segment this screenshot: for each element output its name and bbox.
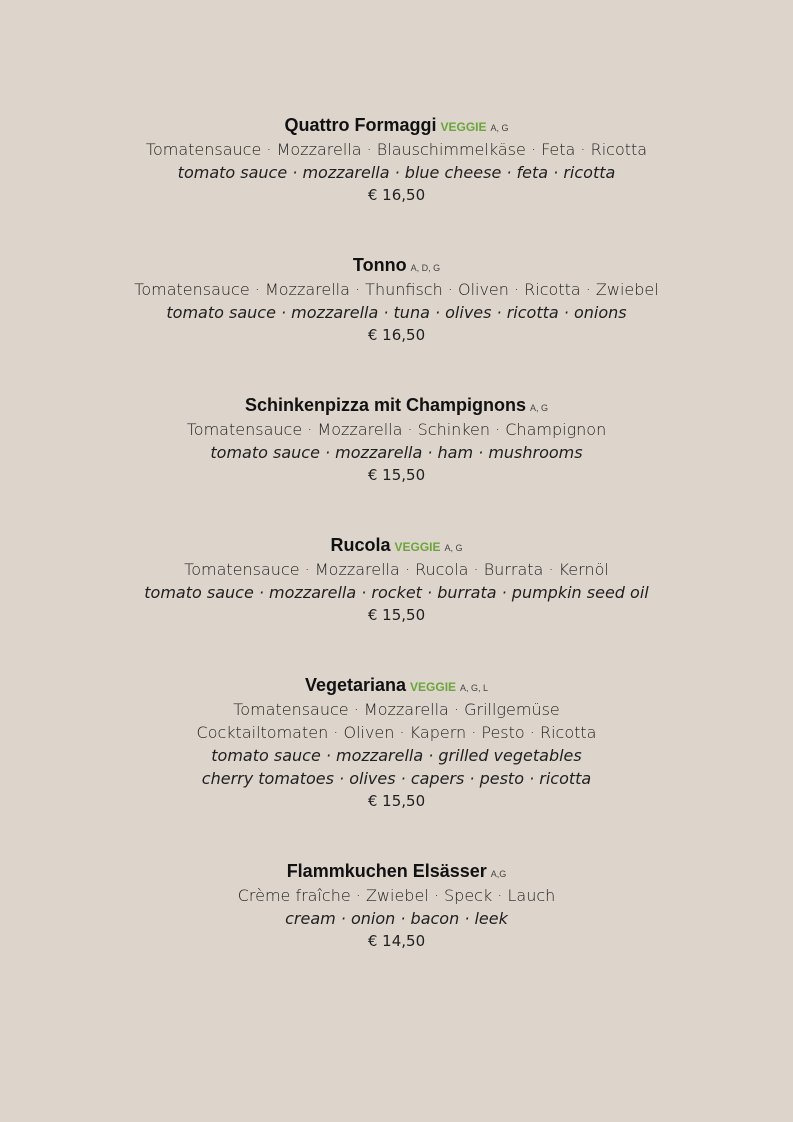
allergen-codes: A, G	[530, 403, 549, 413]
veggie-badge: VEGGIE	[410, 680, 457, 694]
ingredients-english: tomato sauce · mozzarella · grilled vegetables	[211, 746, 582, 765]
item-title-line	[0, 252, 793, 278]
menu-item-quattro-formaggi	[0, 112, 793, 207]
item-title: Quattro Formaggi	[284, 115, 437, 135]
menu-item-flammkuchen	[0, 858, 793, 953]
allergen-codes: A, G, L	[460, 683, 489, 693]
item-price: € 15,50	[367, 792, 426, 810]
item-price: € 15,50	[367, 466, 426, 484]
allergen-codes: A, G	[444, 543, 463, 553]
item-price: € 14,50	[367, 932, 426, 950]
ingredients-english: tomato sauce · mozzarella · rocket · burrata · pumpkin seed oil	[144, 583, 649, 602]
item-title: Schinkenpizza mit Champignons	[244, 395, 526, 415]
ingredients-english: cherry tomatoes · olives · capers · pesto · ricotta	[201, 769, 592, 788]
item-title-line	[0, 532, 793, 558]
veggie-badge: VEGGIE	[440, 120, 487, 134]
item-title-line	[0, 858, 793, 884]
ingredients-english: cream · onion · bacon · leek	[285, 909, 508, 928]
menu-item-schinkenpizza	[0, 392, 793, 487]
item-title: Vegetariana	[304, 675, 407, 695]
ingredients-german: Tomatensauce · Mozzarella · Grillgemüse	[233, 700, 560, 719]
item-price: € 15,50	[367, 606, 426, 624]
ingredients-german: Cocktailtomaten · Oliven · Kapern · Pesto · Ricotta	[196, 723, 597, 742]
menu-list	[0, 112, 793, 953]
item-title: Tonno	[352, 255, 407, 275]
item-title-line	[0, 112, 793, 138]
veggie-badge: VEGGIE	[394, 540, 441, 554]
ingredients-german: Tomatensauce · Mozzarella · Thunfisch · Oliven · Ricotta · Zwiebel	[134, 280, 659, 299]
item-price: € 16,50	[367, 326, 426, 344]
menu-item-tonno	[0, 252, 793, 347]
item-title: Flammkuchen Elsässer	[286, 861, 487, 881]
ingredients-german: Tomatensauce · Mozzarella · Blauschimmelkäse · Feta · Ricotta	[145, 140, 648, 159]
item-title-line	[0, 672, 793, 698]
allergen-codes: A, G	[490, 123, 509, 133]
allergen-codes: A,G	[490, 869, 507, 879]
item-price: € 16,50	[367, 186, 426, 204]
ingredients-german: Tomatensauce · Mozzarella · Rucola · Burrata · Kernöl	[184, 560, 609, 579]
allergen-codes: A, D, G	[410, 263, 441, 273]
item-title-line	[0, 392, 793, 418]
menu-item-vegetariana	[0, 672, 793, 813]
ingredients-english: tomato sauce · mozzarella · ham · mushrooms	[210, 443, 583, 462]
ingredients-german: Tomatensauce · Mozzarella · Schinken · Champignon	[186, 420, 607, 439]
ingredients-english: tomato sauce · mozzarella · blue cheese · feta · ricotta	[177, 163, 616, 182]
item-title: Rucola	[330, 535, 391, 555]
menu-item-rucola	[0, 532, 793, 627]
ingredients-english: tomato sauce · mozzarella · tuna · olives · ricotta · onions	[166, 303, 627, 322]
ingredients-german: Crème fraîche · Zwiebel · Speck · Lauch	[237, 886, 556, 905]
